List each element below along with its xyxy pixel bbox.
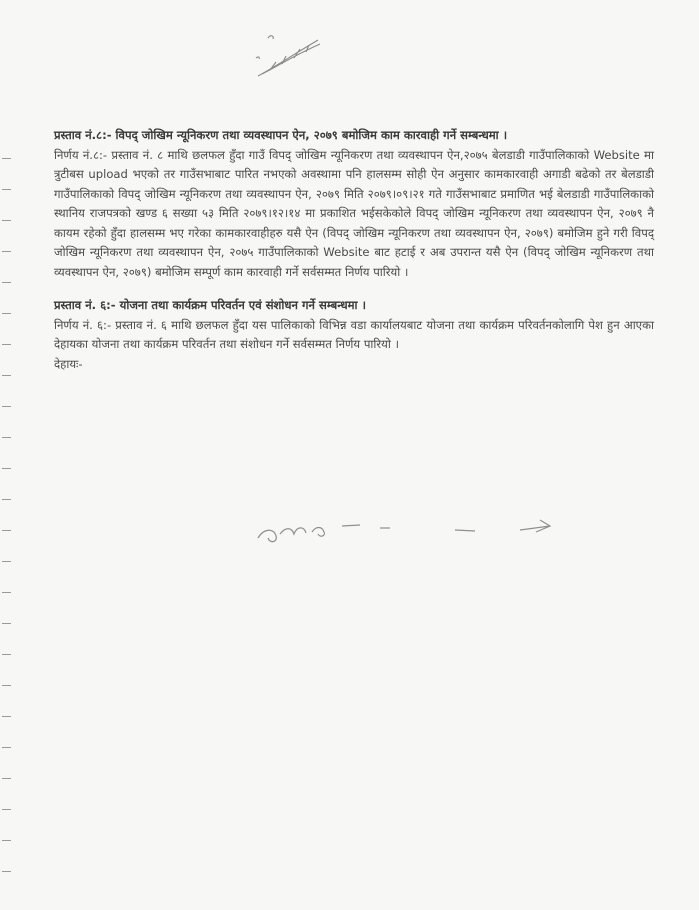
margin-tick bbox=[2, 685, 11, 686]
margin-tick bbox=[2, 716, 11, 717]
dehay-label: देहायः- bbox=[54, 356, 83, 371]
margin-tick bbox=[2, 158, 11, 159]
margin-tick bbox=[2, 654, 11, 655]
margin-tick bbox=[2, 747, 11, 748]
margin-tick bbox=[2, 251, 11, 252]
margin-tick bbox=[2, 375, 11, 376]
margin-tick bbox=[2, 220, 11, 221]
margin-tick bbox=[2, 530, 11, 531]
margin-tick bbox=[2, 499, 11, 500]
margin-tick bbox=[2, 313, 11, 314]
proposal-8-section bbox=[54, 126, 654, 282]
proposal-6-section bbox=[54, 296, 654, 374]
margin-tick bbox=[2, 406, 11, 407]
margin-tick bbox=[2, 344, 11, 345]
margin-tick bbox=[2, 840, 11, 841]
margin-tick bbox=[2, 282, 11, 283]
decision-6-text: निर्णय नं. ६:- प्रस्ताव नं. ६ माथि छलफल हुँदा यस पालिकाको विभिन्न वडा कार्यालयबाट योजना तथा कार्यक्रम परिवर्तनकोलागि पेश हुन आएका देहायका योजना तथा कार्यक्रम परिवर्तन तथा संशोधन गर्ने सर्वसम्मत निर्णय पारियो । bbox=[54, 317, 654, 351]
approval-stamp bbox=[248, 28, 338, 88]
margin-tick bbox=[2, 871, 11, 872]
proposal-8-heading: प्रस्ताव नं.८:- विपद् जोखिम न्यूनिकरण तथा व्यवस्थापन ऐन, २०७९ बमोजिम काम कारवाही गर्ने सम्बन्धमा । bbox=[54, 128, 508, 142]
left-margin-ticks bbox=[0, 150, 14, 910]
margin-tick bbox=[2, 468, 11, 469]
minutes-body bbox=[54, 126, 654, 374]
handwritten-signature bbox=[250, 508, 570, 548]
margin-tick bbox=[2, 778, 11, 779]
margin-tick bbox=[2, 561, 11, 562]
margin-tick bbox=[2, 189, 11, 190]
margin-tick bbox=[2, 809, 11, 810]
proposal-6-heading: प्रस्ताव नं. ६:- योजना तथा कार्यक्रम परिवर्तन एवं संशोधन गर्ने सम्बन्धमा । bbox=[54, 298, 366, 312]
margin-tick bbox=[2, 437, 11, 438]
decision-8-text: निर्णय नं.८:- प्रस्ताव नं. ८ माथि छलफल हुँदा गाउँ विपद् जोखिम न्यूनिकरण तथा व्यवस्थापन ऐन,२०७५ बेलडाडी गाउँपालिकाको Website मा त्रुटीबस upload भएको तर गाउँसभाबाट पारित नभएको अवस्थामा पनि हालसम्म सोही ऐन अनुसार कामकारवाही अगाडी बढेको तर बेलडाडी गाउँपालिकाको विपद् जोखिम न्यूनिकरण तथा व्यवस्थापन ऐन, २०७९ मिति २०७९।०९।२१ गते गाउँसभाबाट प्रमाणित भई बेलडाडी गाउँपालिकाको स्थानिय राजपत्रको खण्ड ६ सख्या ५३ मिति २०७९।१२।१४ मा प्रकाशित भईसकेकोले विपद् जोखिम न्यूनिकरण तथा व्यवस्थापन ऐन, २०७९ नै कायम रहेको हुँदा हालसम्म भए गरेका कामकारवाहीहरु यसै ऐन (विपद् जोखिम न्यूनिकरण तथा व्यवस्थापन ऐन, २०७९) बमोजिम हुने गरी विपद् जोखिम न्यूनिकरण तथा व्यवस्थापन ऐन, २०७५ गाउँपालिकाको Website बाट हटाई र अब उपरान्त यसै ऐन (विपद् जोखिम न्यूनिकरण तथा व्यवस्थापन ऐन, २०७९) बमोजिम सम्पूर्ण काम कारवाही गर्ने सर्वसम्मत निर्णय पारियो । bbox=[54, 147, 654, 279]
margin-tick bbox=[2, 592, 11, 593]
margin-tick bbox=[2, 623, 11, 624]
